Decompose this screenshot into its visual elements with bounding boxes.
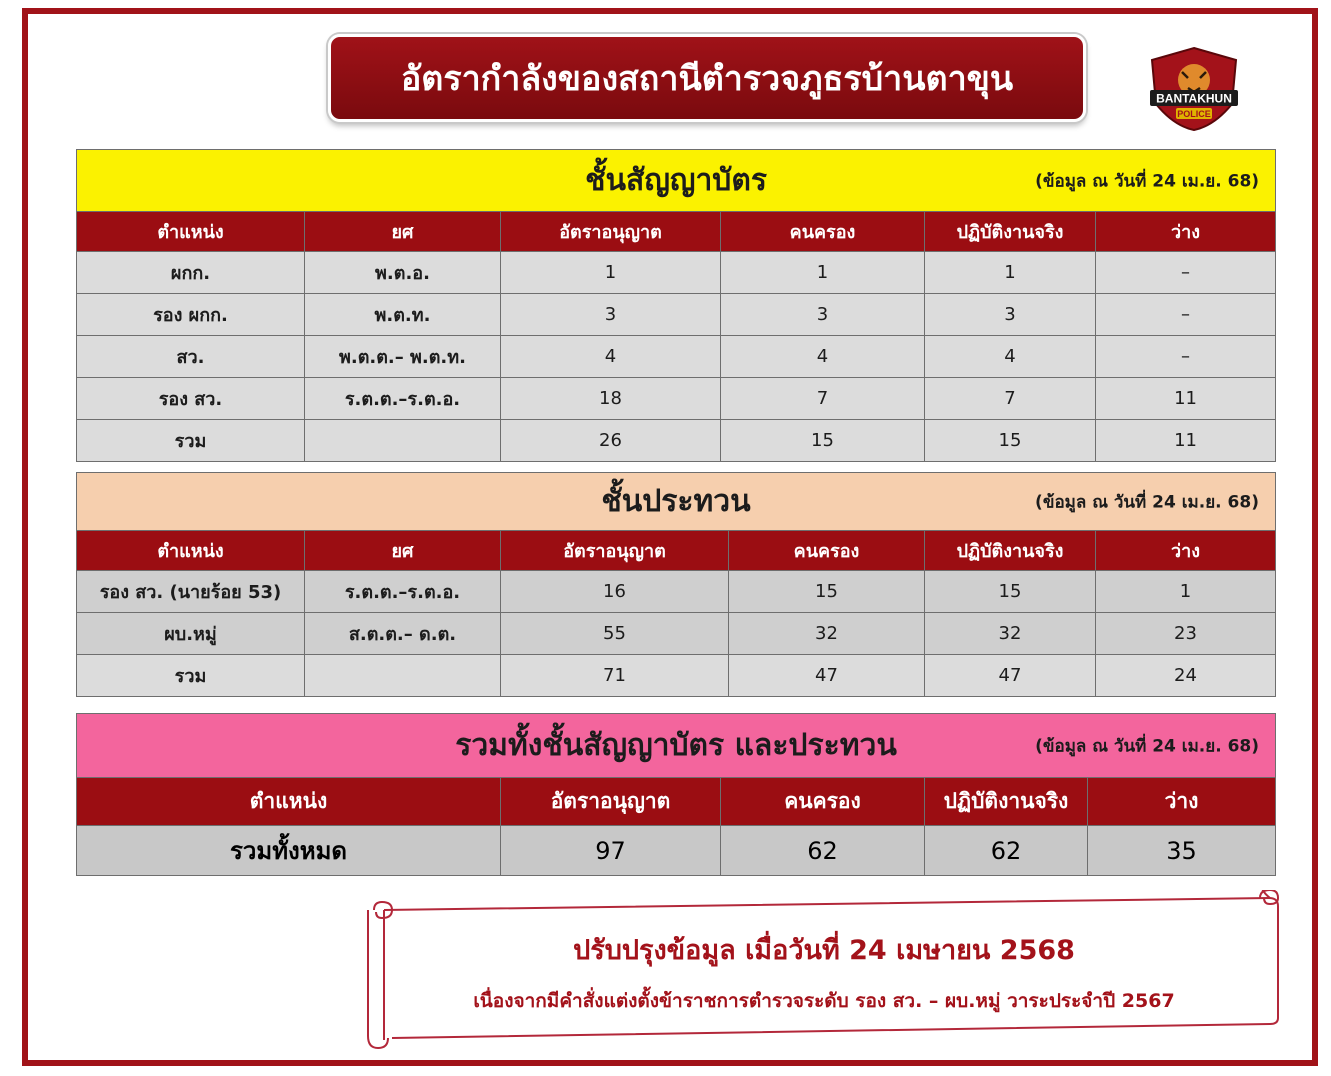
table-cell: – — [1096, 294, 1276, 336]
column-header: คนครอง — [729, 531, 925, 571]
column-header: อัตราอนุญาต — [501, 778, 721, 826]
data-date-note: (ข้อมูล ณ วันที่ 24 เม.ย. 68) — [1035, 736, 1260, 756]
update-reason: เนื่องจากมีคำสั่งแต่งตั้งข้าราชการตำรวจระดับ รอง สว. – ผบ.หมู่ วาระประจำปี 2567 — [473, 990, 1175, 1012]
table-cell: รวมทั้งหมด — [77, 826, 501, 876]
column-header: อัตราอนุญาต — [501, 212, 721, 252]
table-cell: 4 — [925, 336, 1096, 378]
logo-text-bottom: POLICE — [1177, 109, 1211, 119]
table-cell: 15 — [925, 571, 1096, 613]
table-row — [77, 252, 1276, 294]
table-cell: ผกก. — [77, 252, 305, 294]
table-cell: พ.ต.ท. — [305, 294, 501, 336]
table-cell: 62 — [721, 826, 925, 876]
table-cell: ผบ.หมู่ — [77, 613, 305, 655]
update-notice: ปรับปรุงข้อมูล เมื่อวันที่ 24 เมษายน 2568 — [573, 935, 1075, 966]
column-header: ปฏิบัติงานจริง — [925, 778, 1088, 826]
table-cell: 97 — [501, 826, 721, 876]
table-cell: รวม — [77, 655, 305, 697]
table-cell: 47 — [925, 655, 1096, 697]
table-cell: 32 — [729, 613, 925, 655]
table-cell: ร.ต.ต.–ร.ต.อ. — [305, 378, 501, 420]
section-title: ชั้นประทวน — [601, 484, 751, 519]
table-cell: 16 — [501, 571, 729, 613]
logo-text-top: BANTAKHUN — [1156, 91, 1232, 106]
table-header-row — [77, 778, 1276, 826]
column-header: ตำแหน่ง — [77, 212, 305, 252]
column-header: ตำแหน่ง — [77, 778, 501, 826]
table-row — [77, 613, 1276, 655]
table-cell: 18 — [501, 378, 721, 420]
column-header: ว่าง — [1088, 778, 1276, 826]
combined-total-table — [76, 713, 1276, 876]
data-date-note: (ข้อมูล ณ วันที่ 24 เม.ย. 68) — [1035, 492, 1259, 512]
table-cell: 11 — [1096, 378, 1276, 420]
tiger-shield-logo — [1144, 46, 1244, 132]
table-total-row — [77, 826, 1276, 876]
table-cell: พ.ต.ต.– พ.ต.ท. — [305, 336, 501, 378]
table-row — [77, 294, 1276, 336]
table-header-row — [77, 212, 1276, 252]
table-cell: 3 — [721, 294, 925, 336]
table-row — [77, 571, 1276, 613]
table-cell: รอง สว. — [77, 378, 305, 420]
table-cell: 4 — [501, 336, 721, 378]
column-header: อัตราอนุญาต — [501, 531, 729, 571]
table-cell: 1 — [721, 252, 925, 294]
commissioned-officers-table — [76, 149, 1276, 462]
table-cell: 15 — [729, 571, 925, 613]
column-header: ยศ — [305, 212, 501, 252]
table-cell: รอง สว. (นายร้อย 53) — [77, 571, 305, 613]
column-header: ปฏิบัติงานจริง — [925, 212, 1096, 252]
column-header: ว่าง — [1096, 212, 1276, 252]
table-cell: 1 — [501, 252, 721, 294]
table-cell: สว. — [77, 336, 305, 378]
table-cell: 3 — [925, 294, 1096, 336]
table-cell: 26 — [501, 420, 721, 462]
column-header: ตำแหน่ง — [77, 531, 305, 571]
table-cell: ส.ต.ต.– ด.ต. — [305, 613, 501, 655]
table-cell: 32 — [925, 613, 1096, 655]
table-cell: 62 — [925, 826, 1088, 876]
table-cell: 3 — [501, 294, 721, 336]
column-header: ว่าง — [1096, 531, 1276, 571]
table-cell: 11 — [1096, 420, 1276, 462]
table-cell: 35 — [1088, 826, 1276, 876]
section-title: รวมทั้งชั้นสัญญาบัตร และประทวน — [455, 728, 897, 763]
table-cell: 15 — [721, 420, 925, 462]
section-title: ชั้นสัญญาบัตร — [585, 163, 767, 198]
table-cell: – — [1096, 252, 1276, 294]
table-cell: 4 — [721, 336, 925, 378]
table-cell: 47 — [729, 655, 925, 697]
column-header: คนครอง — [721, 778, 925, 826]
table-cell: 1 — [1096, 571, 1276, 613]
table-cell: 1 — [925, 252, 1096, 294]
column-header: ยศ — [305, 531, 501, 571]
table-cell: 7 — [925, 378, 1096, 420]
non-commissioned-officers-table — [76, 472, 1276, 697]
table-cell: 7 — [721, 378, 925, 420]
table-cell: – — [1096, 336, 1276, 378]
table-cell: 24 — [1096, 655, 1276, 697]
table-cell: 23 — [1096, 613, 1276, 655]
table-cell: ร.ต.ต.–ร.ต.อ. — [305, 571, 501, 613]
table-cell — [305, 655, 501, 697]
table-total-row — [77, 420, 1276, 462]
page-title: อัตรากำลังของสถานีตำรวจภูธรบ้านตาขุน — [328, 34, 1086, 122]
table-header-row — [77, 531, 1276, 571]
table-cell: 55 — [501, 613, 729, 655]
table-cell: รวม — [77, 420, 305, 462]
table-cell: รอง ผกก. — [77, 294, 305, 336]
table-row — [77, 378, 1276, 420]
column-header: ปฏิบัติงานจริง — [925, 531, 1096, 571]
data-date-note: (ข้อมูล ณ วันที่ 24 เม.ย. 68) — [1035, 171, 1260, 191]
table-cell: พ.ต.อ. — [305, 252, 501, 294]
table-row — [77, 336, 1276, 378]
table-cell: 15 — [925, 420, 1096, 462]
table-total-row — [77, 655, 1276, 697]
table-cell — [305, 420, 501, 462]
table-cell: 71 — [501, 655, 729, 697]
column-header: คนครอง — [721, 212, 925, 252]
